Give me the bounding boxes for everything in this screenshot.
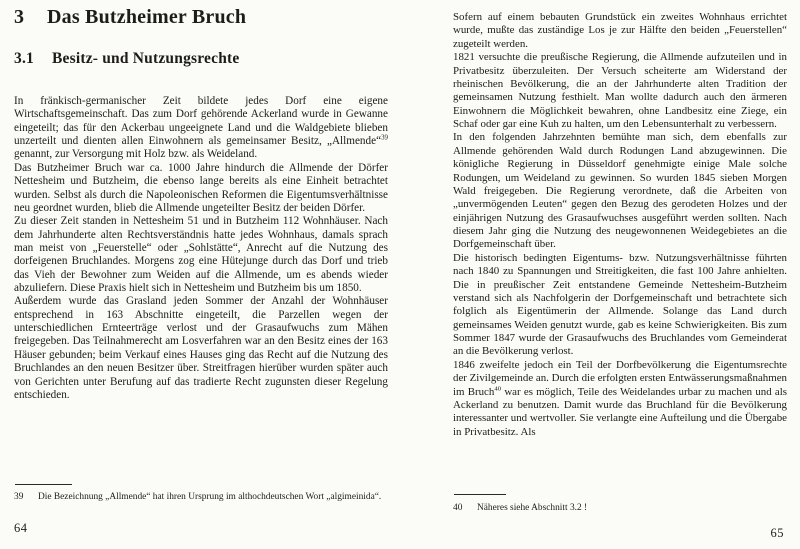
- section-heading: [14, 50, 239, 68]
- paragraph: In den folgenden Jahrzehnten bemühte man sich, dem ebenfalls zur Allmende gehörenden Wald durch Rodungen Land abzugewinnen. Die königliche Regierung in Düsseldorf genehmigte einige Male solche Rodungen, um Weideland zu gewinnen. So wurden 1845 sieben Morgen Wald freigegeben. Die Regierung verordnete, daß die Arbeiten von „unvermögenden Leuten“ gegen den Bezug des gerodeten Holzes und der einjährigen Nutzung des Grasaufwuchses ausgeführt werden sollten. Nach diesem Jahr ging die Nutzung des neugewonnenen Weidegebietes an die Dorfgemeinschaft über.: [453, 131, 787, 251]
- footnote-number: 40: [453, 503, 463, 513]
- paragraph: Sofern auf einem bebauten Grundstück ein zweites Wohnhaus errichtet wurde, mußte das zuständige Los je zur Hälfte den beiden „Feuerstellen“ zugeteilt werden.: [453, 11, 787, 50]
- footnote-reference: 40: [494, 384, 502, 392]
- section-number: 3.1: [14, 50, 34, 67]
- page-number-right: 65: [770, 526, 784, 540]
- section-title: Besitz- und Nutzungsrechte: [52, 50, 240, 67]
- footnote-text: Näheres siehe Abschnitt 3.2 !: [477, 503, 588, 513]
- paragraph: 1821 versuchte die preußische Regierung, die Allmende aufzuteilen und in Privatbesitz überzuleiten. Der Versuch scheiterte am Widerstand der rheinischen Bevölkerung, die an der Jahrhunderte alten Tradition der gemeinsamen Nutzung festhielt. Man wollte dadurch auch den ärmeren Einwohnern die Möglichkeit bewahren, ohne Landbesitz eine Ziege, ein Schaf oder gar eine Kuh zu halten, um den Lebensunterhalt zu verbessern.: [453, 51, 787, 130]
- footnote-number: 39: [14, 492, 24, 502]
- left-page-body-text: [14, 95, 388, 477]
- paragraph: In fränkisch-germanischer Zeit bildete jedes Dorf eine eigene Wirtschaftsgemeinschaft. Das zum Dorf gehörende Ackerland wurde in Gewanne eingeteilt; das für den Ackerbau ungeeignete Land und die Waldgebiete blieben unzerteilt und dienten allen Einwohnern als gemeinsamer Besitz, „Allmende“$^{39}$ genannt, zur Versorgung mit Holz bzw. als Weideland.: [14, 95, 388, 161]
- footnote: [453, 503, 787, 515]
- footnote-reference: 39: [381, 133, 388, 142]
- footnote-separator-rule: [15, 484, 72, 485]
- paragraph: Außerdem wurde das Grasland jeden Sommer der Anzahl der Wohnhäuser entsprechend in 163 Abschnitte eingeteilt, die Parzellen wegen der unterschiedlichen Ernteerträge verlost und der Grasaufwuchs zum Mähen freigegeben. Das Teilnahmerecht am Losverfahren war an den Besitz eines der 163 Häuser gebunden; beim Verkauf eines Hauses ging das Recht auf die Nutzung des Bruchlandes an den neuen Besitzer über. Streitfragen hierüber wurden später auch von Gerichten unter Berufung auf das tradierte Recht zugunsten dieser Regelung entschieden.: [14, 295, 388, 401]
- paragraph: Zu dieser Zeit standen in Nettesheim 51 und in Butzheim 112 Wohnhäuser. Nach dem Jahrhunderte alten Rechtsverständnis hatte jedes Wohnhaus, damals sprach man meist von „Feuerstelle“ oder „Sohlstätte“, Anrecht auf die Nutzung des dorfeigenen Bruchlandes. Morgens zog eine Hütejunge durch das Dorf und trieb das Vieh der Bewohner zum Weiden auf die Allmende, um es abends wieder abzuliefern. Diese Praxis hielt sich in Nettesheim und Butzheim bis um 1850.: [14, 215, 388, 295]
- page-number-left: 64: [14, 521, 28, 535]
- right-page: [453, 0, 787, 549]
- chapter-number: 3: [14, 6, 25, 28]
- footnote-separator-rule: [454, 494, 506, 495]
- chapter-title: Das Butzheimer Bruch: [47, 6, 247, 28]
- footnote: [14, 492, 388, 504]
- paragraph: Das Butzheimer Bruch war ca. 1000 Jahre hindurch die Allmende der Dörfer Nettesheim und Butzheim, die ebenso lange bereits als eine Einheit betrachtet wurden. Selbst als durch die Napoleonischen Reformen die Eigentumsverhältnisse neu geordnet wurden, blieb die Allmende ungeteilter Besitz der beiden Dörfer.: [14, 161, 388, 214]
- left-page: [14, 0, 388, 549]
- right-page-footnotes: [453, 503, 787, 515]
- right-page-body-text: [453, 11, 787, 491]
- paragraph: 1846 zweifelte jedoch ein Teil der Dorfbevölkerung die Eigentumsrechte der Zivilgemeinde an. Durch die erfolgten ersten Entwässerungsmaßnahmen im Bruch$^{40}$ war es möglich, Teile des Weidelandes urbar zu machen und als Ackerland zu benutzen. Damit wurde das Bruchland für die Bevölkerung interessanter und wertvoller. Sie verlangte eine Aufteilung und die Übergabe in Privatbesitz. Als: [453, 358, 787, 438]
- chapter-heading: [14, 6, 246, 29]
- footnote-text: Die Bezeichnung „Allmende“ hat ihren Ursprung im althochdeutschen Wort „algimeinida“.: [38, 492, 382, 502]
- paragraph: Die historisch bedingten Eigentums- bzw. Nutzungsverhältnisse führten nach 1840 zu Spannungen und Streitigkeiten, die fast 100 Jahre anhielten. Die in preußischer Zeit entstandene Gemeinde Nettesheim-Butzheim verstand sich als Nachfolgerin der Dorfgemeinschaft und betrachtete sich folglich als Eigentümerin der Allmende. Solange das Land durch gemeinsames Weiden genutzt wurde, gab es keine Schwierigkeiten. Bis zum Sommer 1847 wurde der Grasaufwuchs des Bruchlandes vom Gemeinderat an die Bevölkerung verlost.: [453, 251, 787, 358]
- left-page-footnotes: [14, 492, 388, 504]
